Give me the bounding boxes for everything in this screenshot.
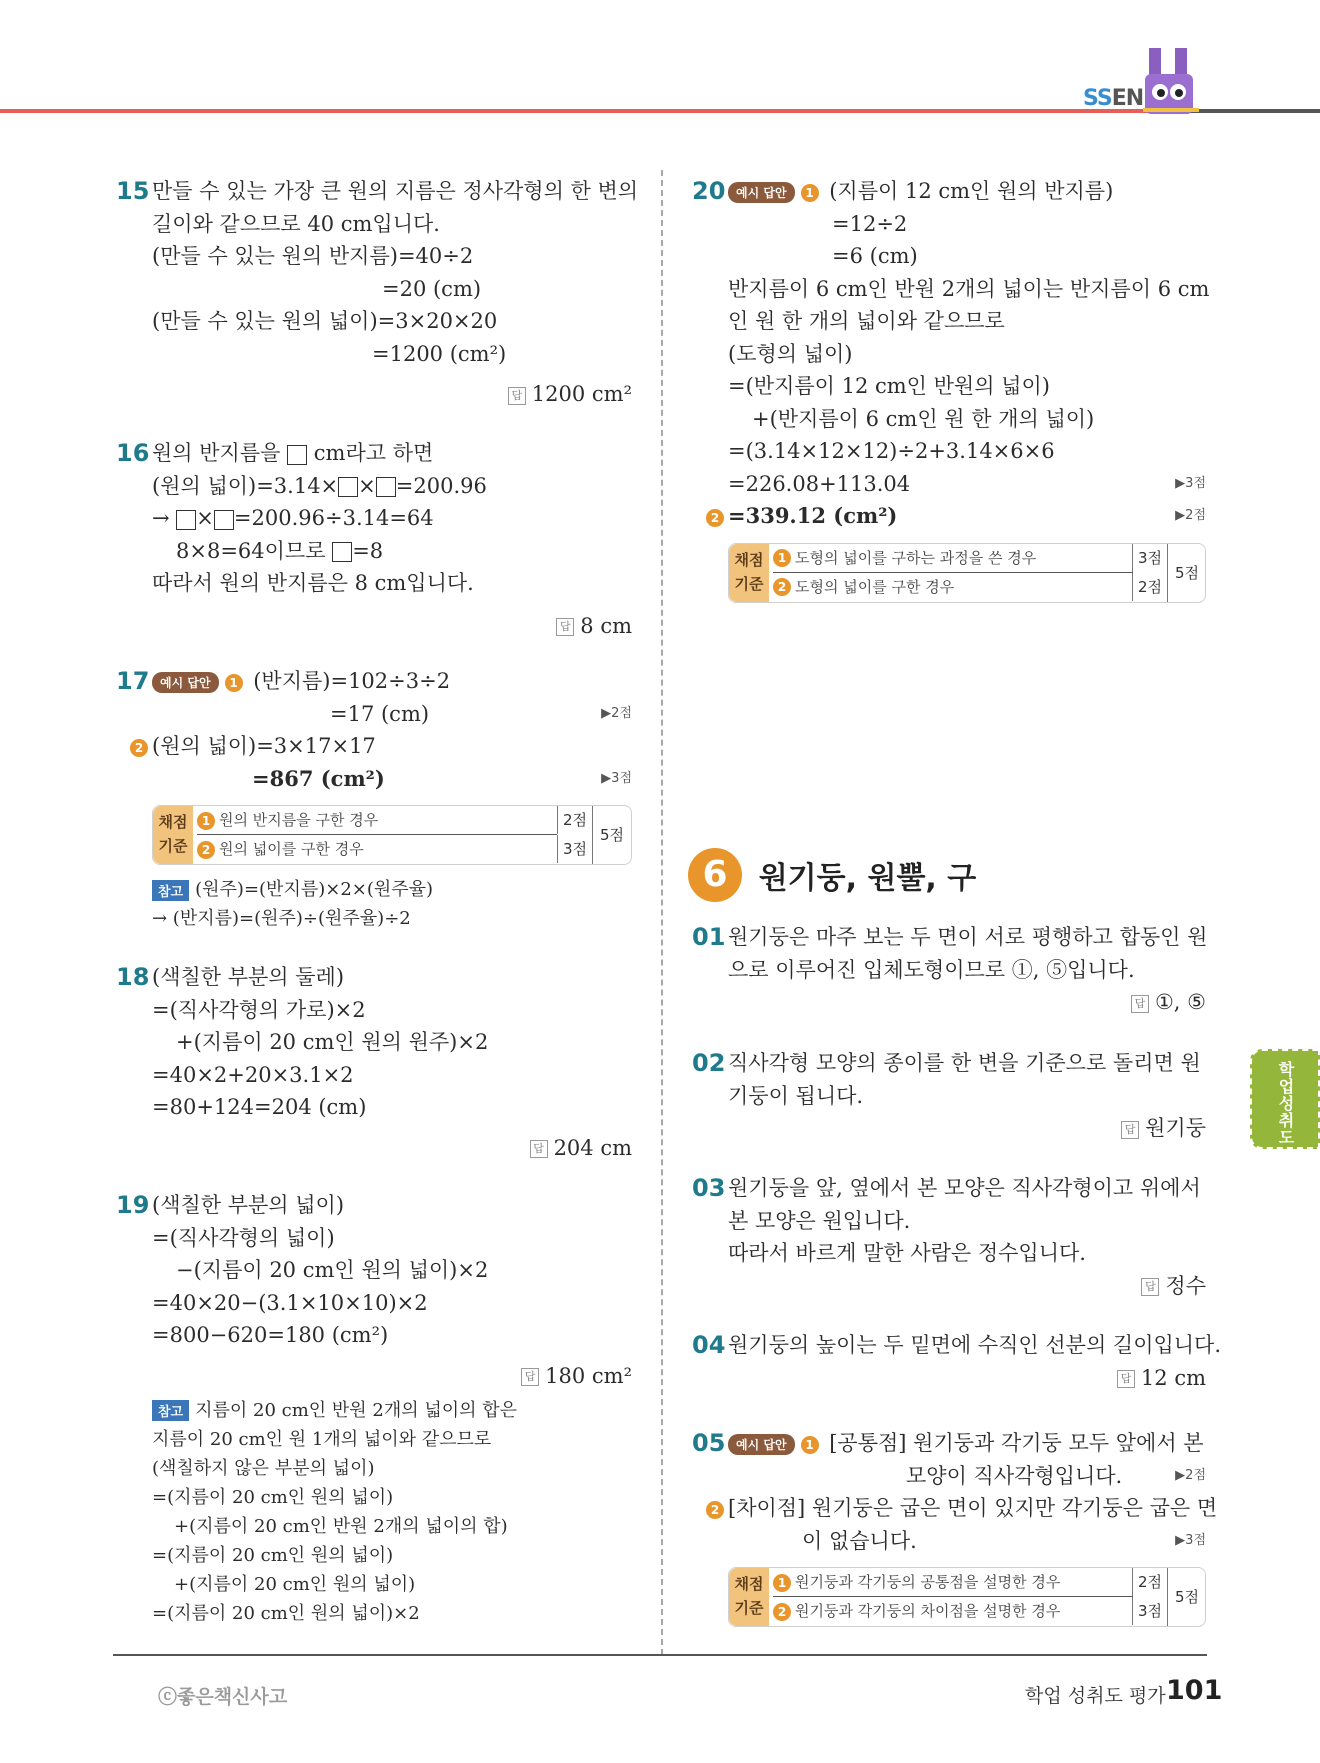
question-05 <box>692 1427 1218 1627</box>
blank-box <box>214 510 234 530</box>
blank-box <box>376 477 396 497</box>
text-line: =867 (cm²) ▶3점 <box>252 765 632 791</box>
question-01 <box>692 921 1208 1018</box>
question-04 <box>692 1329 1222 1394</box>
text-line: =20 (cm) <box>382 276 482 301</box>
problem-number: 03 <box>692 1174 726 1202</box>
problem-19 <box>116 1189 632 1628</box>
text-line: 예시 답안 1 (반지름)=102÷3÷2 <box>152 665 632 698</box>
text-line: −(지름이 20 cm인 원의 넓이)×2 <box>176 1258 489 1282</box>
text-line: =800−620=180 (cm²) <box>152 1323 389 1347</box>
text-line: (색칠한 부분의 넓이) <box>152 1193 345 1217</box>
text-line: 원기둥을 앞, 옆에서 본 모양은 직사각형이고 위에서 <box>728 1176 1201 1200</box>
text-line: 반지름이 6 cm인 반원 2개의 넓이는 반지름이 6 cm <box>728 276 1210 301</box>
text-line: =80+124=204 (cm) <box>152 1095 367 1119</box>
text-line: → × =200.96÷3.14=64 <box>152 506 434 530</box>
blank-box <box>338 477 358 497</box>
text-line: 모양이 직사각형입니다. ▶2점 <box>906 1463 1206 1488</box>
text-line: =226.08+113.04 ▶3점 <box>728 471 1206 496</box>
text-line: =(직사각형의 가로)×2 <box>152 997 366 1022</box>
brand-logo: SSEN <box>1083 86 1144 111</box>
column-separator <box>661 170 663 1655</box>
text-line: (만들 수 있는 원의 넓이)=3×20×20 <box>152 309 498 333</box>
answer: 답 1200 cm² <box>152 378 632 410</box>
problem-number: 02 <box>692 1049 726 1077</box>
text-line: =40×20−(3.1×10×10)×2 <box>152 1290 428 1315</box>
text-line: =12÷2 <box>832 211 908 236</box>
scoring-rubric: 채점 기준 1 원기둥과 각기둥의 공통점을 설명한 경우 2 원기둥과 각기둥의 차이점을 설명한 경우 2점 3점 5점 <box>728 1567 1206 1627</box>
problem-15 <box>116 175 639 410</box>
problem-18 <box>116 961 632 1164</box>
text-line: 따라서 바르게 말한 사람은 정수입니다. <box>728 1241 1086 1265</box>
text-line: 인 원 한 개의 넓이와 같으므로 <box>728 309 1005 333</box>
problem-number: 04 <box>692 1331 726 1359</box>
text-line: 원의 반지름을 cm라고 하면 <box>152 441 434 465</box>
text-line: +(지름이 20 cm인 원의 원주)×2 <box>176 1030 489 1054</box>
text-line: (도형의 넓이) <box>728 341 853 366</box>
text-line: =17 (cm) ▶2점 <box>330 701 632 726</box>
text-line: 본 모양은 원입니다. <box>728 1208 911 1233</box>
problem-17 <box>116 665 632 933</box>
text-line: 2 (원의 넓이)=3×17×17 <box>130 730 632 763</box>
text-line: +(반지름이 6 cm인 원 한 개의 넓이) <box>752 406 1095 431</box>
text-line: 예시 답안 1 [공통점] 원기둥과 각기둥 모두 앞에서 본 <box>728 1427 1206 1460</box>
text-line: =1200 (cm²) <box>372 341 507 366</box>
text-line: 만들 수 있는 가장 큰 원의 지름은 정사각형의 한 변의 <box>152 179 639 203</box>
text-line: 이 없습니다. ▶3점 <box>802 1528 1206 1553</box>
question-03 <box>692 1172 1206 1302</box>
example-answer-badge: 예시 답안 <box>152 672 219 693</box>
problem-16 <box>116 437 632 642</box>
text-line: 따라서 원의 반지름은 8 cm입니다. <box>152 571 474 595</box>
page-number: 101 <box>1166 1675 1223 1706</box>
answer: 답 ①, ⑤ <box>728 986 1206 1018</box>
footer-section-label: 학업 성취도 평가 <box>1025 1685 1166 1707</box>
text-line: 2 [차이점] 원기둥은 굽은 면이 있지만 각기둥은 굽은 면 <box>706 1492 1206 1525</box>
problem-number: 15 <box>116 177 150 205</box>
problem-20 <box>692 175 1210 603</box>
problem-number: 20 <box>692 177 726 205</box>
text-line: 원기둥의 높이는 두 밑면에 수직인 선분의 길이입니다. <box>728 1333 1222 1357</box>
problem-number: 01 <box>692 923 726 951</box>
footer-rule <box>113 1654 1207 1656</box>
answer: 답 12 cm <box>728 1362 1206 1394</box>
text-line: 예시 답안 1 (지름이 12 cm인 원의 반지름) <box>728 175 1206 208</box>
answer: 답 180 cm² <box>152 1360 632 1392</box>
text-line: =(직사각형의 넓이) <box>152 1225 335 1250</box>
answer: 답 8 cm <box>152 610 632 642</box>
example-answer-badge: 예시 답안 <box>728 182 795 203</box>
blank-box <box>332 542 352 562</box>
section-number: 6 <box>688 848 742 902</box>
mascot-icon <box>1143 44 1199 120</box>
problem-number: 19 <box>116 1191 150 1219</box>
answer: 답 원기둥 <box>728 1112 1206 1144</box>
question-02 <box>692 1047 1206 1144</box>
blank-box <box>287 445 307 465</box>
publisher-credit: ⓒ좋은책신사고 <box>158 1686 288 1708</box>
side-tab-label: 학업성취도 <box>1276 1061 1295 1146</box>
example-answer-badge: 예시 답안 <box>728 1434 795 1455</box>
scoring-rubric: 채점 기준 1 원의 반지름을 구한 경우 2 원의 넓이를 구한 경우 2점 3점 5점 <box>152 805 632 865</box>
answer: 답 정수 <box>728 1270 1206 1302</box>
text-line: =40×2+20×3.1×2 <box>152 1062 354 1087</box>
problem-number: 16 <box>116 439 150 467</box>
text-line: 직사각형 모양의 종이를 한 변을 기준으로 돌리면 원 <box>728 1051 1201 1075</box>
text-line: =6 (cm) <box>832 244 918 268</box>
problem-number: 05 <box>692 1429 726 1457</box>
side-tab[interactable] <box>1250 1049 1320 1149</box>
text-line: (만들 수 있는 원의 반지름)=40÷2 <box>152 244 474 268</box>
text-line: 8×8=64이므로 =8 <box>176 538 384 563</box>
problem-number: 17 <box>116 667 150 695</box>
text-line: (원의 넓이)=3.14× × =200.96 <box>152 473 487 498</box>
blank-box <box>176 510 196 530</box>
text-line: (색칠한 부분의 둘레) <box>152 965 345 989</box>
text-line: 원기둥은 마주 보는 두 면이 서로 평행하고 합동인 원 <box>728 925 1208 949</box>
reference-note: 참고 (원주)=(반지름)×2×(원주율) → (반지름)=(원주)÷(원주율)÷2 <box>152 879 434 929</box>
scoring-rubric: 채점 기준 1 도형의 넓이를 구하는 과정을 쓴 경우 2 도형의 넓이를 구한 경우 3점 2점 5점 <box>728 543 1206 603</box>
reference-note: 참고 지름이 20 cm인 반원 2개의 넓이의 합은 지름이 20 cm인 원 1개의 넓이와 같으므로 (색칠하지 않은 부분의 넓이) =(지름이 20 cm인 원의 넓이) +(지름이 20 cm인 반원 2개의 넓이의 합) =(지름이 20 cm인 원의 넓이) +(지름이 20 cm인 원의 넓이) =(지름이 20 cm인 원의 넓이)×2 <box>152 1399 518 1624</box>
text-line: =(반지름이 12 cm인 반원의 넓이) <box>728 374 1050 398</box>
answer: 답 204 cm <box>152 1132 632 1164</box>
text-line: 길이와 같으므로 40 cm입니다. <box>152 211 440 236</box>
text-line: 으로 이루어진 입체도형이므로 ①, ⑤입니다. <box>728 957 1135 982</box>
section-title: 원기둥, 원뿔, 구 <box>758 861 977 896</box>
text-line: 기둥이 됩니다. <box>728 1083 864 1108</box>
text-line: =(3.14×12×12)÷2+3.14×6×6 <box>728 439 1055 463</box>
text-line: 2 =339.12 (cm²) ▶2점 <box>706 500 1206 533</box>
problem-number: 18 <box>116 963 150 991</box>
section-header <box>688 848 976 902</box>
